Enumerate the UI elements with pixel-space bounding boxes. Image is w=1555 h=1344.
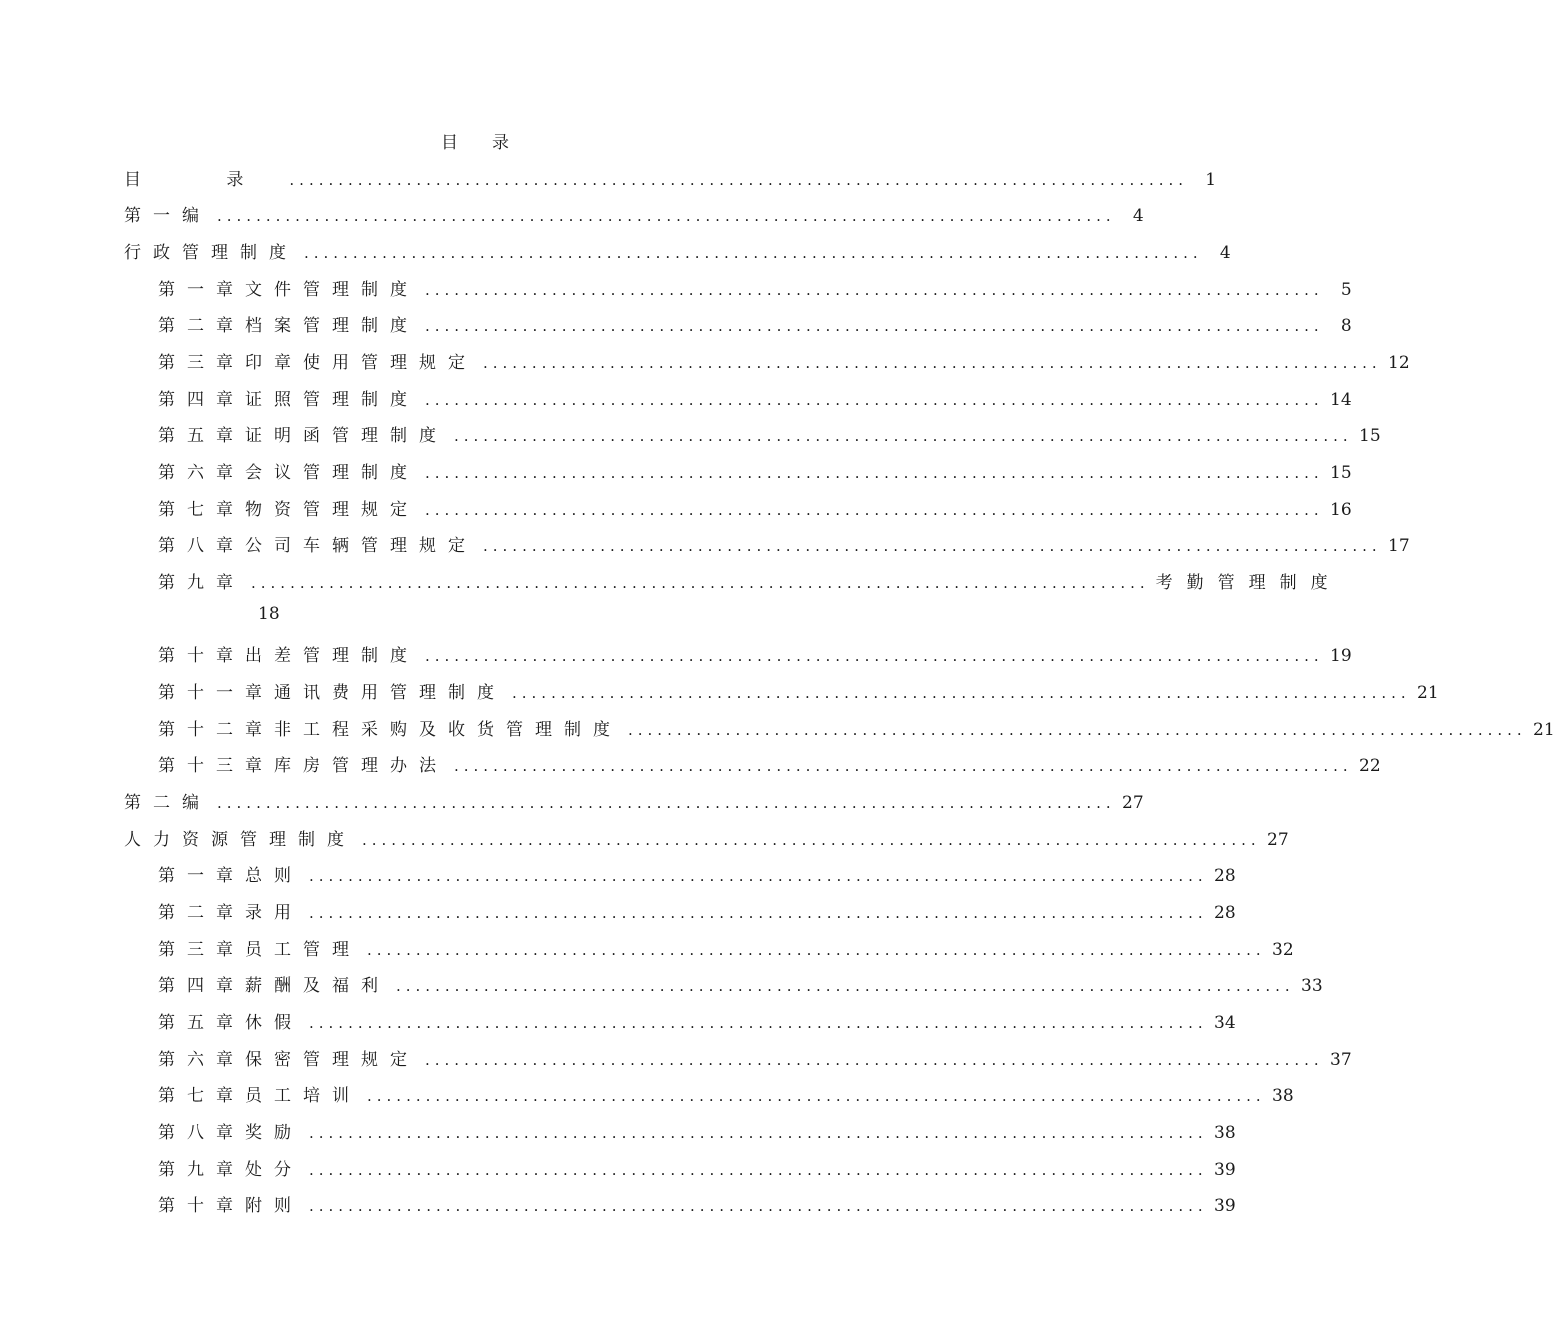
toc-leader-dots: ............................................................................................ [512,684,1411,702]
toc-leader-dots: ............................................................................................ [304,244,1203,262]
toc-entry-label: 总则 [245,866,303,886]
toc-entry-chapter: 第二章 [158,316,245,336]
toc-entry-page: 21 [1417,683,1439,703]
toc-entry-chapter: 第十章 [158,646,245,666]
toc-entry-label: 证明函管理制度 [245,426,448,446]
toc-entry-page: 12 [1388,353,1410,373]
toc-entry[interactable] [158,934,1294,960]
toc-entry-label: 出差管理制度 [245,646,419,666]
toc-entry-chapter: 第一章 [158,866,245,886]
toc-leader-dots: ............................................................................................ [628,721,1527,739]
toc-entry[interactable] [124,787,1144,813]
toc-entry-label: 录用 [245,903,303,923]
toc-entry[interactable] [158,860,1236,886]
toc-entry-chapter: 第八章 [158,1123,245,1143]
toc-leader-dots: ............................................................................................ [454,757,1353,775]
toc-entry-page: 28 [1214,866,1236,886]
toc-entry[interactable] [158,310,1352,336]
toc-leader-dots: ............................................................................................ [309,1124,1208,1142]
toc-entry[interactable] [158,347,1410,373]
toc-entry-label: 公司车辆管理规定 [245,536,477,556]
toc-entry-label: 第二编 [124,793,211,813]
toc-entry[interactable] [158,274,1352,300]
toc-entry[interactable] [158,640,1352,666]
toc-entry-label: 档案管理制度 [245,316,419,336]
toc-leader-dots: ............................................................................................ [425,391,1324,409]
toc-entry[interactable] [158,677,1439,703]
toc-entry-chapter: 第十三章 [158,756,274,776]
toc-entry-label: 目 录 [124,170,284,190]
toc-leader-dots: ............................................................................................ [309,904,1208,922]
toc-entry-page: 38 [1272,1086,1294,1106]
toc-entry-label: 文件管理制度 [245,280,419,300]
toc-entry-label: 证照管理制度 [245,390,419,410]
toc-leader-dots: ............................................................................................ [483,354,1382,372]
toc-leader-dots: ............................................................................................ [367,1087,1266,1105]
toc-leader-dots: ............................................................................................ [309,1161,1208,1179]
toc-entry-label: 行政管理制度 [124,243,298,263]
toc-entry-chapter: 第六章 [158,1050,245,1070]
toc-entry-page: 32 [1272,940,1294,960]
toc-entry-page: 19 [1330,646,1352,666]
toc-entry-page: 5 [1340,280,1352,300]
toc-entry-page: 39 [1214,1160,1236,1180]
toc-entry-label: 附则 [245,1196,303,1216]
toc-entry-chapter: 第十章 [158,1196,245,1216]
toc-entry-chapter: 第三章 [158,940,245,960]
toc-entry[interactable] [158,567,1342,593]
toc-entry-label: 会议管理制度 [245,463,419,483]
page-title: 目录 [441,133,543,153]
toc-entry-page: 27 [1122,793,1144,813]
toc-entry-page: 38 [1214,1123,1236,1143]
toc-entry-label: 考勤管理制度 [1155,573,1342,593]
toc-entry[interactable] [124,200,1144,226]
toc-entry[interactable] [158,457,1352,483]
toc-leader-dots: ............................................................................................ [425,647,1324,665]
toc-entry[interactable] [158,1117,1236,1143]
toc-entry-page: 14 [1330,390,1352,410]
toc-entry-label: 通讯费用管理制度 [274,683,506,703]
toc-entry[interactable] [158,1080,1294,1106]
toc-entry-page: 22 [1359,756,1381,776]
toc-entry-label: 员工培训 [245,1086,361,1106]
toc-leader-dots: ............................................................................................ [425,281,1324,299]
toc-leader-dots: ............................................................................................ [251,574,1150,592]
toc-entry-page: 15 [1359,426,1381,446]
toc-entry-chapter: 第五章 [158,426,245,446]
toc-entry-page: 33 [1301,976,1323,996]
toc-entry-page: 17 [1388,536,1410,556]
toc-entry-label: 第一编 [124,206,211,226]
toc-leader-dots: ............................................................................................ [362,831,1261,849]
toc-leader-dots: ............................................................................................ [425,501,1324,519]
toc-entry[interactable] [158,494,1352,520]
toc-entry[interactable] [124,237,1231,263]
toc-entry-page: 21 [1533,720,1555,740]
toc-entry-page: 1 [1205,170,1217,190]
toc-entry[interactable] [124,164,1217,190]
toc-leader-dots: ............................................................................................ [425,1051,1324,1069]
toc-entry-label: 处分 [245,1160,303,1180]
toc-entry-chapter: 第二章 [158,903,245,923]
toc-entry-label: 库房管理办法 [274,756,448,776]
toc-entry-chapter: 第八章 [158,536,245,556]
toc-entry-chapter: 第十一章 [158,683,274,703]
toc-leader-dots: ............................................................................................ [217,207,1116,225]
toc-entry[interactable] [124,824,1289,850]
toc-entry[interactable] [158,970,1323,996]
toc-entry-page: 18 [258,604,280,624]
toc-entry-label: 员工管理 [245,940,361,960]
toc-leader-dots: ............................................................................................ [454,427,1353,445]
toc-entry-chapter: 第十二章 [158,720,274,740]
toc-entry-chapter: 第四章 [158,976,245,996]
toc-leader-dots: ............................................................................................ [483,537,1382,555]
toc-entry[interactable] [158,897,1236,923]
toc-entry-label: 休假 [245,1013,303,1033]
toc-entry-page: 15 [1330,463,1352,483]
toc-leader-dots: ............................................................................................ [396,977,1295,995]
toc-entry[interactable] [158,530,1410,556]
toc-entry[interactable] [158,384,1352,410]
toc-entry[interactable] [158,1190,1236,1216]
toc-leader-dots: ............................................................................................ [309,1014,1208,1032]
toc-entry[interactable] [158,1154,1236,1180]
toc-entry-chapter: 第一章 [158,280,245,300]
toc-leader-dots: ............................................................................................ [367,941,1266,959]
toc-entry-chapter: 第三章 [158,353,245,373]
toc-leader-dots: ............................................................................................ [217,794,1116,812]
toc-entry-label: 奖励 [245,1123,303,1143]
toc-entry-label: 非工程采购及收货管理制度 [274,720,622,740]
toc-entry[interactable] [158,420,1381,446]
toc-entry[interactable] [158,714,1555,740]
toc-entry-label: 印章使用管理规定 [245,353,477,373]
toc-leader-dots: ............................................................................................ [309,1197,1208,1215]
toc-entry-page: 16 [1330,500,1352,520]
toc-entry-page: 39 [1214,1196,1236,1216]
toc-entry-label: 人力资源管理制度 [124,830,356,850]
toc-entry-page: 27 [1267,830,1289,850]
toc-leader-dots: ............................................................................................ [289,171,1189,189]
toc-entry-label: 保密管理规定 [245,1050,419,1070]
toc-entry-page: 8 [1340,316,1352,336]
toc-entry-chapter: 第七章 [158,1086,245,1106]
toc-entry-chapter: 第七章 [158,500,245,520]
toc-entry[interactable] [158,1044,1352,1070]
toc-entry-chapter: 第五章 [158,1013,245,1033]
toc-leader-dots: ............................................................................................ [425,464,1324,482]
toc-entry-chapter: 第九章 [158,1160,245,1180]
toc-leader-dots: ............................................................................................ [309,867,1208,885]
toc-entry[interactable] [158,750,1381,776]
toc-entry[interactable] [158,1007,1236,1033]
toc-entry-page: 4 [1132,206,1144,226]
toc-entry-chapter: 第六章 [158,463,245,483]
toc-entry-label: 薪酬及福利 [245,976,390,996]
toc-entry-page: 34 [1214,1013,1236,1033]
toc-entry-chapter: 第四章 [158,390,245,410]
toc-entry-chapter: 第九章 [158,573,245,593]
toc-entry-page: 28 [1214,903,1236,923]
toc-entry-label: 物资管理规定 [245,500,419,520]
toc-entry-page: 37 [1330,1050,1352,1070]
toc-leader-dots: ............................................................................................ [425,317,1324,335]
toc-entry-page: 4 [1219,243,1231,263]
